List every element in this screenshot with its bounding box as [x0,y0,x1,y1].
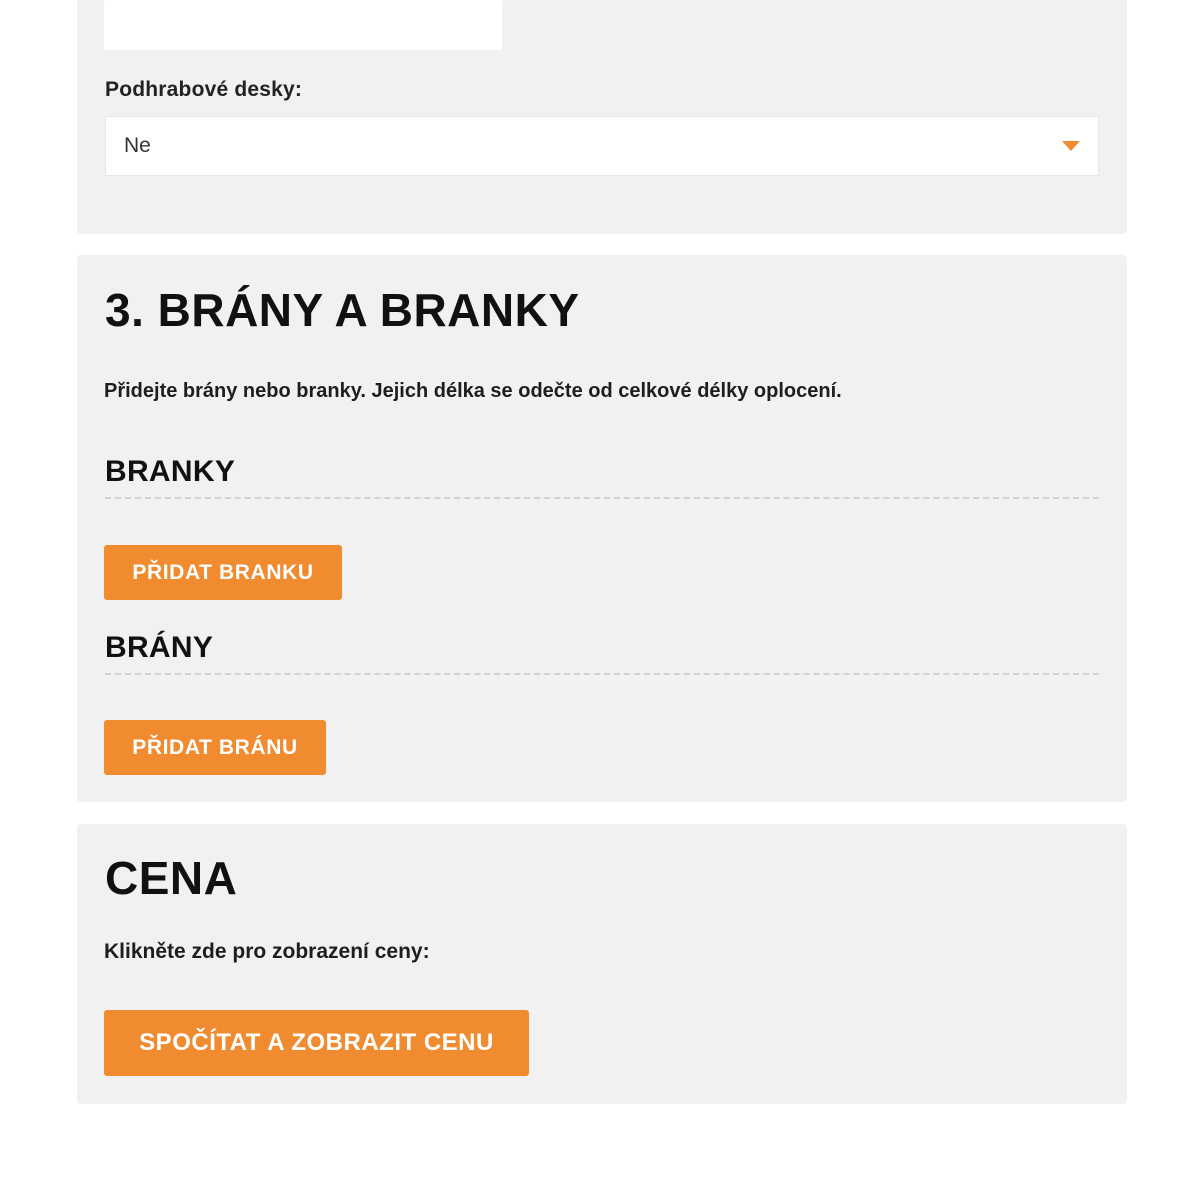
section-title-price: CENA [105,852,238,904]
add-brana-button[interactable]: PŘIDAT BRÁNU [104,720,326,775]
text-input-field[interactable] [104,0,502,50]
podhrabove-desky-label: Podhrabové desky: [105,78,303,101]
gates-description: Přidejte brány nebo branky. Jejich délka se odečte od celkové délky oplocení. [104,380,842,402]
calculate-price-button[interactable]: SPOČÍTAT A ZOBRAZIT CENU [104,1010,529,1076]
podhrabove-desky-select[interactable] [105,116,1099,176]
panel-price [77,824,1127,1104]
panel-options [77,0,1127,234]
section-title-gates: 3. BRÁNY A BRANKY [105,284,580,336]
subheading-branky: BRANKY [105,455,1099,499]
price-prompt: Klikněte zde pro zobrazení ceny: [104,940,430,963]
panel-gates [77,255,1127,802]
caret-down-icon [1062,141,1080,151]
subheading-brany: BRÁNY [105,631,1099,675]
select-value: Ne [124,134,151,157]
add-branka-button[interactable]: PŘIDAT BRANKU [104,545,342,600]
